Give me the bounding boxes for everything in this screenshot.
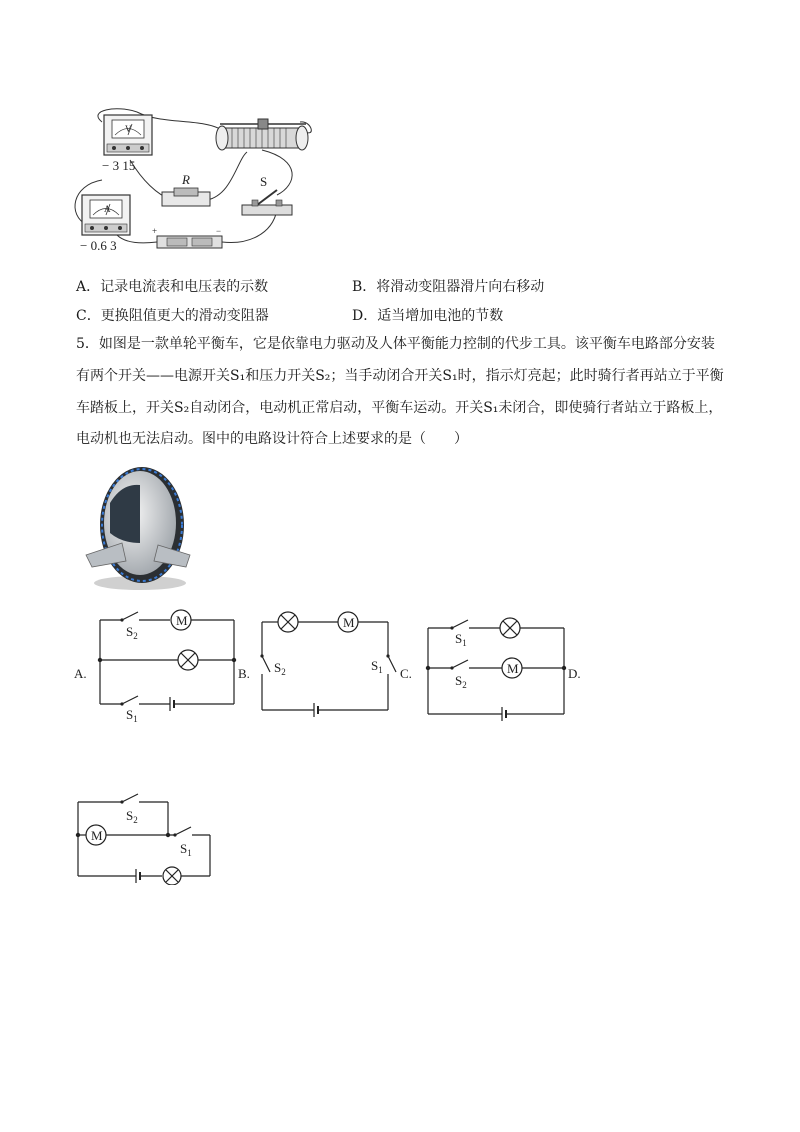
- battery-minus: −: [216, 226, 222, 236]
- svg-text:S2: [126, 808, 138, 825]
- switch-c2-label: S: [455, 673, 463, 688]
- resistor: [162, 172, 210, 206]
- switch-d1-sub: 1: [187, 848, 192, 858]
- battery: [152, 226, 222, 248]
- unicycle-image: [82, 463, 194, 593]
- q4-option-a[interactable]: A．记录电流表和电压表的示数: [76, 279, 269, 295]
- q4-option-b[interactable]: B．将滑动变阻器滑片向右移动: [352, 279, 545, 295]
- svg-text:S1: [455, 631, 467, 648]
- svg-text:S1: [126, 707, 138, 724]
- switch-a2-label: S: [126, 624, 134, 639]
- ammeter-letter: A: [104, 204, 111, 214]
- circuit-options-abc: [66, 600, 606, 725]
- switch-c2-sub: 2: [462, 680, 467, 690]
- option-d-label: D.: [568, 666, 581, 681]
- svg-text:S1: [371, 658, 383, 675]
- battery-plus: +: [152, 226, 158, 236]
- resistor-label: R: [182, 172, 190, 187]
- switch-b1-label: S: [371, 658, 379, 673]
- voltmeter-letter: V: [125, 124, 132, 134]
- circuit-d: [70, 790, 220, 885]
- switch-b1-sub: 1: [378, 665, 383, 675]
- switch-d1-label: S: [180, 841, 188, 856]
- apparatus-figure: [62, 100, 322, 260]
- knife-switch: [242, 174, 292, 215]
- rheostat: [216, 119, 308, 150]
- q4-option-d[interactable]: D．适当增加电池的节数: [352, 308, 504, 324]
- svg-text:S2: [455, 673, 467, 690]
- motor-d-label: M: [91, 828, 103, 843]
- option-b-label: B.: [238, 666, 250, 681]
- q5-line-4: 电动机也无法启动。图中的电路设计符合上述要求的是（ ）: [76, 431, 468, 447]
- voltmeter-scale: − 3 15: [102, 158, 136, 173]
- motor-c-label: M: [507, 661, 519, 676]
- switch-c1-sub: 1: [462, 638, 467, 648]
- q5-line-2: 有两个开关——电源开关S₁和压力开关S₂；当手动闭合开关S₁时，指示灯亮起；此时骑行者再站立于平衡: [76, 368, 724, 384]
- switch-label: S: [260, 174, 268, 189]
- circuit-a: [100, 610, 234, 711]
- ammeter: [80, 195, 130, 253]
- switch-a1-sub: 1: [133, 714, 138, 724]
- voltmeter: [102, 115, 152, 173]
- switch-d2-label: S: [126, 808, 134, 823]
- svg-text:S2: [274, 660, 286, 677]
- switch-c1-label: S: [455, 631, 463, 646]
- ammeter-scale: − 0.6 3: [80, 238, 117, 253]
- switch-a1-label: S: [126, 707, 134, 722]
- q5-line-1: 5．如图是一款单轮平衡车，它是依靠电力驱动及人体平衡能力控制的代步工具。该平衡车电路部分安装: [76, 336, 715, 352]
- motor-b-label: M: [343, 615, 355, 630]
- switch-b2-sub: 2: [281, 667, 286, 677]
- option-a-label: A.: [74, 666, 87, 681]
- switch-b2-label: S: [274, 660, 282, 675]
- option-c-label: C.: [400, 666, 412, 681]
- svg-text:S2: [126, 624, 138, 641]
- motor-a-label: M: [176, 613, 188, 628]
- q5-line-3: 车踏板上，开关S₂自动闭合，电动机正常启动，平衡车运动。开关S₁未闭合，即使骑行者站立于路板上，: [76, 400, 723, 416]
- circuit-c: [428, 618, 564, 721]
- switch-a2-sub: 2: [133, 631, 138, 641]
- q4-option-c[interactable]: C．更换阻值更大的滑动变阻器: [76, 308, 269, 324]
- svg-text:S1: [180, 841, 192, 858]
- switch-d2-sub: 2: [133, 815, 138, 825]
